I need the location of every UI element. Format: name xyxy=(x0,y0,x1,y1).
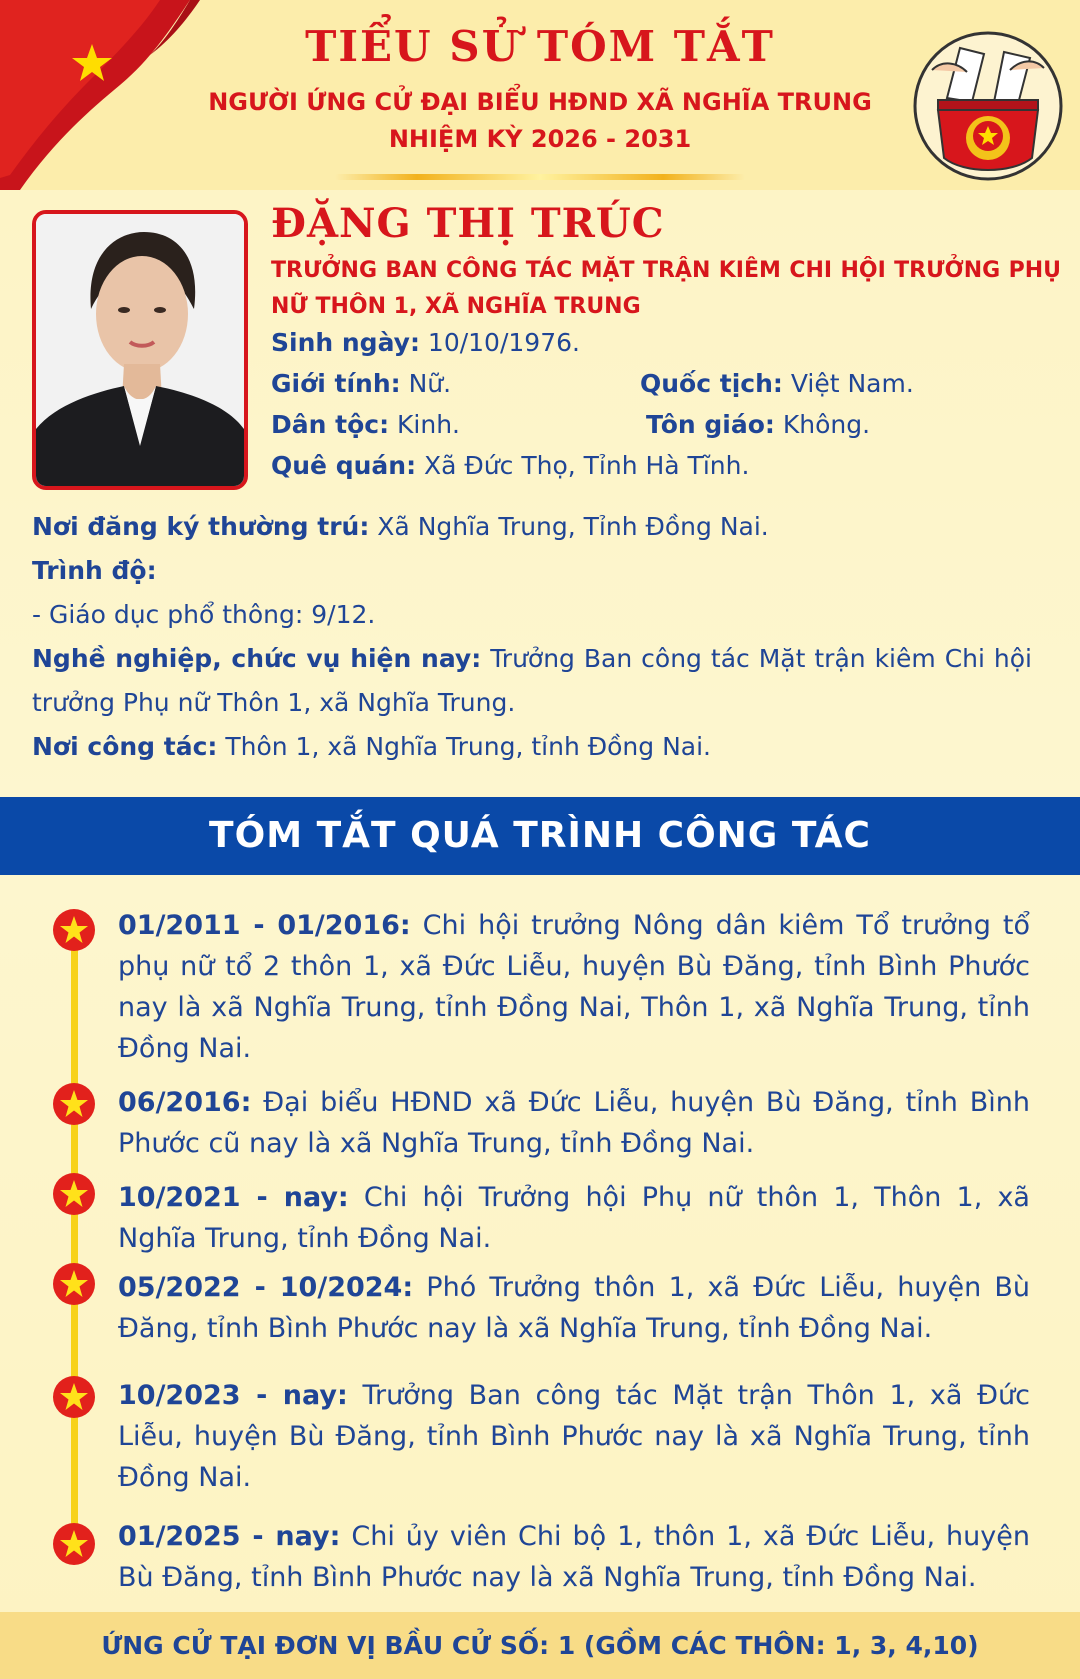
birth-value: 10/10/1976. xyxy=(419,328,580,357)
timeline-description: Đại biểu HĐND xã Đức Liễu, huyện Bù Đăng, tỉnh Bình Phước cũ nay là xã Nghĩa Trung, tỉnh Đồng Nai. xyxy=(118,1087,1030,1159)
star-bullet-icon xyxy=(52,1172,96,1216)
timeline-period: 10/2021 - nay: xyxy=(118,1182,349,1213)
star-bullet-icon xyxy=(52,908,96,952)
ethnicity-row xyxy=(271,410,460,439)
term-label: NHIỆM KỲ 2026 - 2031 xyxy=(388,125,692,153)
timeline-item xyxy=(118,1082,1030,1164)
religion-row xyxy=(646,410,870,439)
hometown-row xyxy=(271,451,749,480)
ethnicity-value: Kinh. xyxy=(389,410,461,439)
candidate-name: ĐẶNG THỊ TRÚC xyxy=(271,200,665,247)
star-bullet-icon xyxy=(52,1375,96,1419)
timeline-period: 01/2011 - 01/2016: xyxy=(118,910,411,941)
ethnicity-label: Dân tộc: xyxy=(271,410,390,439)
education-label: Trình độ: xyxy=(32,556,157,585)
timeline-item xyxy=(118,1516,1030,1598)
gender-label: Giới tính: xyxy=(271,369,401,398)
timeline-description: Chi hội trưởng Nông dân kiêm Tổ trưởng tổ phụ nữ tổ 2 thôn 1, xã Đức Liễu, huyện Bù Đăng, tỉnh Bình Phước nay là xã Nghĩa Trung, tỉnh Đồng Nai, Thôn 1, xã Nghĩa Trung, tỉnh Đồng Nai. xyxy=(118,910,1030,1064)
hometown-value: Xã Đức Thọ, Tỉnh Hà Tĩnh. xyxy=(416,451,750,480)
religion-value: Không. xyxy=(774,410,871,439)
timeline-item xyxy=(118,1267,1030,1349)
religion-label: Tôn giáo: xyxy=(646,410,775,439)
workplace-value: Thôn 1, xã Nghĩa Trung, tỉnh Đồng Nai. xyxy=(217,732,711,761)
header xyxy=(0,0,1080,190)
divider xyxy=(335,174,745,180)
footer-constituency: ỨNG CỬ TẠI ĐƠN VỊ BẦU CỬ SỐ: 1 (GỒM CÁC THÔN: 1, 3, 4,10) xyxy=(0,1612,1080,1679)
timeline-description: Phó Trưởng thôn 1, xã Đức Liễu, huyện Bù Đăng, tỉnh Bình Phước nay là xã Nghĩa Trung, tỉnh Đồng Nai. xyxy=(118,1272,1030,1344)
star-bullet-icon xyxy=(52,1082,96,1126)
occupation-row xyxy=(32,637,1032,725)
timeline-description: Chi ủy viên Chi bộ 1, thôn 1, xã Đức Liễu, huyện Bù Đăng, tỉnh Bình Phước nay là xã Nghĩa Trung, tỉnh Đồng Nai. xyxy=(118,1521,1030,1593)
timeline-item xyxy=(118,905,1030,1069)
nationality-row xyxy=(640,369,914,398)
workplace-row xyxy=(32,725,1032,769)
workplace-label: Nơi công tác: xyxy=(32,732,218,761)
portrait-photo xyxy=(32,210,248,490)
gender-row xyxy=(271,369,451,398)
timeline-item xyxy=(118,1177,1030,1259)
residence-row xyxy=(32,505,1032,549)
national-emblem-icon xyxy=(966,116,1010,160)
star-bullet-icon xyxy=(52,1262,96,1306)
timeline-item xyxy=(118,1375,1030,1498)
section-title: TÓM TẮT QUÁ TRÌNH CÔNG TÁC xyxy=(0,797,1080,875)
residence-value: Xã Nghĩa Trung, Tỉnh Đồng Nai. xyxy=(369,512,769,541)
star-bullet-icon xyxy=(52,1522,96,1566)
timeline-period: 06/2016: xyxy=(118,1087,252,1118)
timeline-line xyxy=(71,925,78,1545)
timeline-period: 01/2025 - nay: xyxy=(118,1521,341,1552)
education-item: - Giáo dục phổ thông: 9/12. xyxy=(32,600,376,629)
gender-value: Nữ. xyxy=(400,369,452,398)
candidate-position: TRƯỞNG BAN CÔNG TÁC MẶT TRẬN KIÊM CHI HỘI TRƯỞNG PHỤ NỮ THÔN 1, XÃ NGHĨA TRUNG xyxy=(271,258,1061,319)
education-row xyxy=(32,549,1032,593)
occupation-label: Nghề nghiệp, chức vụ hiện nay: xyxy=(32,644,482,673)
hometown-label: Quê quán: xyxy=(271,451,417,480)
residence-label: Nơi đăng ký thường trú: xyxy=(32,512,370,541)
timeline-description: Trưởng Ban công tác Mặt trận Thôn 1, xã Đức Liễu, huyện Bù Đăng, tỉnh Bình Phước nay là xã Nghĩa Trung, tỉnh Đồng Nai. xyxy=(118,1380,1030,1493)
nationality-label: Quốc tịch: xyxy=(640,369,783,398)
birth-row xyxy=(271,328,580,357)
timeline-period: 10/2023 - nay: xyxy=(118,1380,348,1411)
page-title: TIỂU SỬ TÓM TẮT xyxy=(305,22,775,71)
birth-label: Sinh ngày: xyxy=(271,328,420,357)
ballot-box-icon xyxy=(912,30,1064,182)
timeline-period: 05/2022 - 10/2024: xyxy=(118,1272,414,1303)
nationality-value: Việt Nam. xyxy=(782,369,914,398)
occupation-value: Trưởng Ban công tác Mặt trận kiêm Chi hội trưởng Phụ nữ Thôn 1, xã Nghĩa Trung. xyxy=(32,644,1032,717)
page-subtitle: NGƯỜI ỨNG CỬ ĐẠI BIỂU HĐND XÃ NGHĨA TRUNG xyxy=(208,88,872,116)
timeline-description: Chi hội Trưởng hội Phụ nữ thôn 1, Thôn 1, xã Nghĩa Trung, tỉnh Đồng Nai. xyxy=(118,1182,1030,1254)
